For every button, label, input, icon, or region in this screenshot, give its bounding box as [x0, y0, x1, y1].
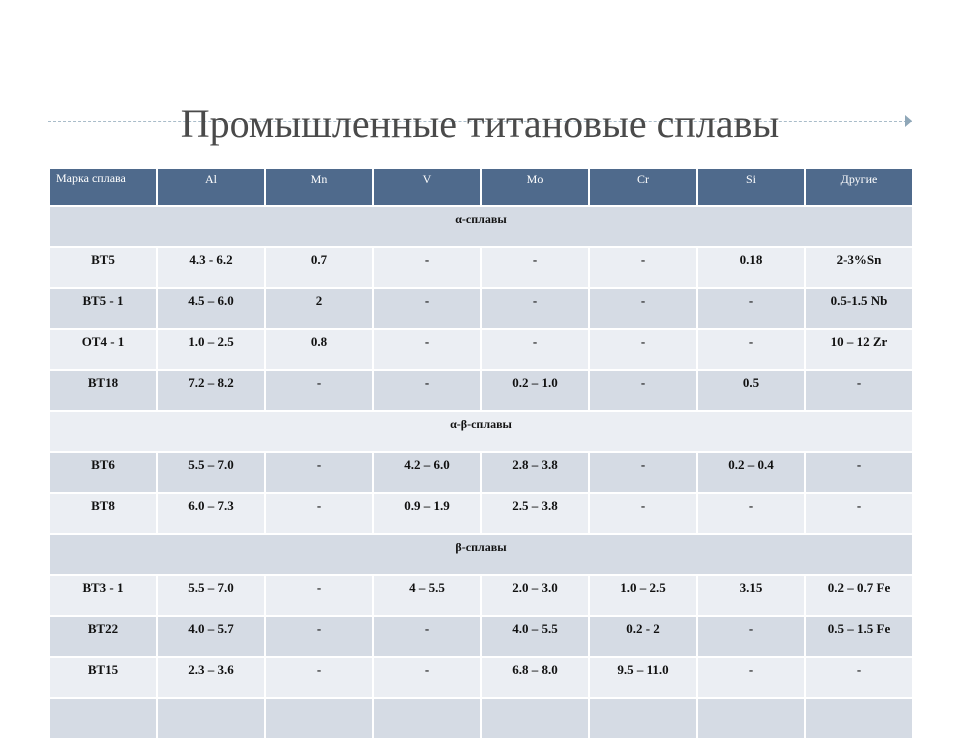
cell: -	[589, 452, 697, 493]
group-label: β-сплавы	[49, 534, 913, 575]
cell: 0.5-1.5 Nb	[805, 288, 913, 329]
cell: -	[481, 329, 589, 370]
cell: -	[265, 616, 373, 657]
table-row	[49, 452, 913, 493]
cell: 6.8 – 8.0	[481, 657, 589, 698]
header-other: Другие	[805, 168, 913, 206]
cell: -	[481, 247, 589, 288]
cell: 0.2 – 1.0	[481, 370, 589, 411]
cell: -	[373, 288, 481, 329]
table-row	[49, 493, 913, 534]
cell: -	[589, 247, 697, 288]
cell: 2.8 – 3.8	[481, 452, 589, 493]
group-row-alpha-beta	[49, 411, 913, 452]
group-label: α-сплавы	[49, 206, 913, 247]
cell: 5.5 – 7.0	[157, 452, 265, 493]
cell: 5.5 – 7.0	[157, 575, 265, 616]
cell: -	[265, 493, 373, 534]
table-row	[49, 370, 913, 411]
cell: 0.2 – 0.7 Fe	[805, 575, 913, 616]
alloys-table	[48, 167, 914, 740]
cell-grade: ВТ18	[49, 370, 157, 411]
table-row	[49, 616, 913, 657]
cell: -	[373, 370, 481, 411]
cell-grade	[49, 698, 157, 739]
cell: 2.3 – 3.6	[157, 657, 265, 698]
cell-grade: ВТ5	[49, 247, 157, 288]
cell: 0.2 – 0.4	[697, 452, 805, 493]
table-row	[49, 657, 913, 698]
cell	[265, 698, 373, 739]
cell: 4 – 5.5	[373, 575, 481, 616]
cell: 2.5 – 3.8	[481, 493, 589, 534]
group-row-alpha	[49, 206, 913, 247]
cell: 0.8	[265, 329, 373, 370]
table-row	[49, 329, 913, 370]
cell: -	[697, 329, 805, 370]
table-row	[49, 575, 913, 616]
table-header-row	[49, 168, 913, 206]
cell: -	[697, 616, 805, 657]
cell: -	[589, 288, 697, 329]
cell: -	[265, 657, 373, 698]
cell-grade: ВТ3 - 1	[49, 575, 157, 616]
cell: -	[373, 657, 481, 698]
header-mo: Mo	[481, 168, 589, 206]
cell: 4.0 – 5.7	[157, 616, 265, 657]
cell: -	[805, 452, 913, 493]
header-si: Si	[697, 168, 805, 206]
cell: -	[697, 288, 805, 329]
cell: -	[697, 493, 805, 534]
cell	[697, 698, 805, 739]
cell: -	[805, 370, 913, 411]
table-row-empty	[49, 698, 913, 739]
cell: -	[697, 657, 805, 698]
cell: 2.0 – 3.0	[481, 575, 589, 616]
cell: -	[589, 493, 697, 534]
header-cr: Cr	[589, 168, 697, 206]
cell: -	[373, 616, 481, 657]
cell-grade: ВТ5 - 1	[49, 288, 157, 329]
cell: 7.2 – 8.2	[157, 370, 265, 411]
cell-grade: ВТ15	[49, 657, 157, 698]
cell	[481, 698, 589, 739]
slide-title: Промышленные титановые сплавы	[180, 101, 780, 146]
cell: 2-3%Sn	[805, 247, 913, 288]
cell: 0.5	[697, 370, 805, 411]
cell: 2	[265, 288, 373, 329]
cell	[157, 698, 265, 739]
cell-grade: ВТ22	[49, 616, 157, 657]
cell: 9.5 – 11.0	[589, 657, 697, 698]
cell: -	[805, 493, 913, 534]
cell: 0.9 – 1.9	[373, 493, 481, 534]
cell: 4.0 – 5.5	[481, 616, 589, 657]
cell: -	[265, 452, 373, 493]
cell: 0.5 – 1.5 Fe	[805, 616, 913, 657]
cell: 0.2 - 2	[589, 616, 697, 657]
cell: -	[805, 657, 913, 698]
cell: -	[265, 575, 373, 616]
cell	[589, 698, 697, 739]
cell: 1.0 – 2.5	[589, 575, 697, 616]
cell: -	[589, 329, 697, 370]
cell: 3.15	[697, 575, 805, 616]
table-row	[49, 288, 913, 329]
cell: 4.3 - 6.2	[157, 247, 265, 288]
cell: 1.0 – 2.5	[157, 329, 265, 370]
header-al: Al	[157, 168, 265, 206]
cell: -	[265, 370, 373, 411]
cell	[805, 698, 913, 739]
cell	[373, 698, 481, 739]
cell-grade: ВТ6	[49, 452, 157, 493]
cell: 6.0 – 7.3	[157, 493, 265, 534]
cell: -	[589, 370, 697, 411]
cell: 0.7	[265, 247, 373, 288]
cell: -	[481, 288, 589, 329]
cell-grade: ВТ8	[49, 493, 157, 534]
group-label: α-β-сплавы	[49, 411, 913, 452]
header-v: V	[373, 168, 481, 206]
cell: 10 – 12 Zr	[805, 329, 913, 370]
cell: 4.2 – 6.0	[373, 452, 481, 493]
header-mn: Mn	[265, 168, 373, 206]
cell: -	[373, 329, 481, 370]
cell: 0.18	[697, 247, 805, 288]
table-row	[49, 247, 913, 288]
cell: 4.5 – 6.0	[157, 288, 265, 329]
cell-grade: ОТ4 - 1	[49, 329, 157, 370]
group-row-beta	[49, 534, 913, 575]
cell: -	[373, 247, 481, 288]
header-grade: Марка сплава	[49, 168, 157, 206]
